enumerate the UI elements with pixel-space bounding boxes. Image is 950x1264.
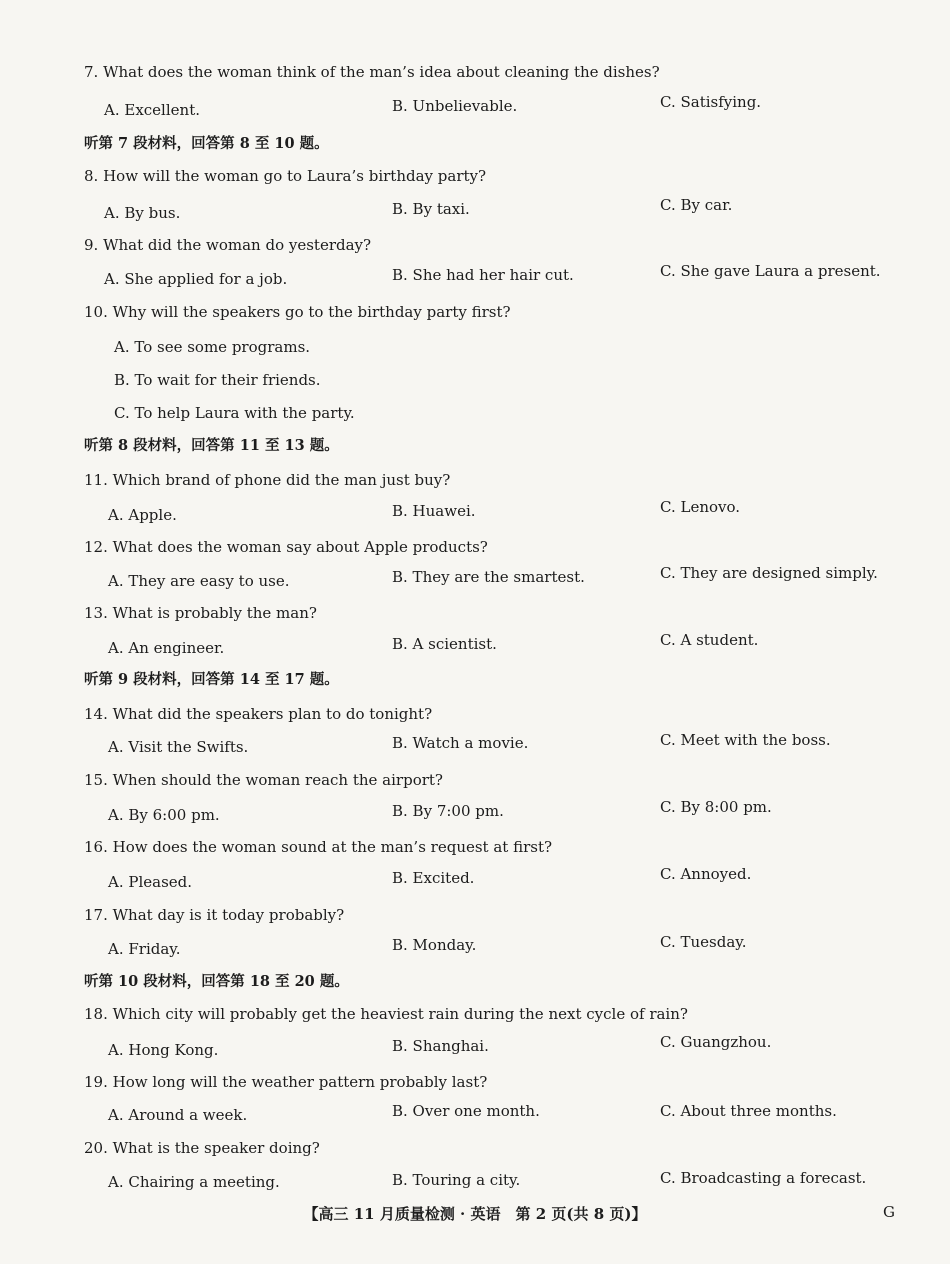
option-9b: B. She had her hair cut.	[392, 266, 574, 284]
option-15c: C. By 8:00 pm.	[660, 798, 772, 816]
option-13b: B. A scientist.	[392, 635, 497, 653]
option-10b: B. To wait for their friends.	[114, 371, 321, 389]
option-11b: B. Huawei.	[392, 502, 476, 520]
option-11a: A. Apple.	[108, 506, 177, 524]
option-7a: A. Excellent.	[104, 101, 200, 119]
option-14c: C. Meet with the boss.	[660, 731, 831, 749]
option-19b: B. Over one month.	[392, 1102, 540, 1120]
option-13c: C. A student.	[660, 631, 759, 649]
question-11: 11. Which brand of phone did the man just buy?	[84, 471, 451, 489]
question-14: 14. What did the speakers plan to do tonight?	[84, 705, 433, 723]
option-11c: C. Lenovo.	[660, 498, 741, 516]
option-19a: A. Around a week.	[108, 1106, 248, 1124]
option-14b: B. Watch a movie.	[392, 734, 529, 752]
section-heading-8: 听第 8 段材料，回答第 11 至 13 题。	[84, 437, 339, 454]
option-18b: B. Shanghai.	[392, 1037, 489, 1055]
page-footer: 【高三 11 月质量检测 · 英语 第 2 页(共 8 页)】	[303, 1205, 647, 1223]
option-12a: A. They are easy to use.	[108, 572, 290, 590]
option-16c: C. Annoyed.	[660, 865, 752, 883]
question-8: 8. How will the woman go to Laura’s birthday party?	[84, 167, 487, 185]
option-12c: C. They are designed simply.	[660, 564, 878, 582]
option-9c: C. She gave Laura a present.	[660, 262, 881, 280]
option-15a: A. By 6:00 pm.	[108, 806, 220, 824]
option-19c: C. About three months.	[660, 1102, 837, 1120]
option-18c: C. Guangzhou.	[660, 1033, 772, 1051]
option-7c: C. Satisfying.	[660, 93, 762, 111]
option-18a: A. Hong Kong.	[108, 1041, 219, 1059]
option-8b: B. By taxi.	[392, 200, 470, 218]
option-9a: A. She applied for a job.	[104, 270, 288, 288]
option-20a: A. Chairing a meeting.	[108, 1173, 280, 1191]
option-14a: A. Visit the Swifts.	[108, 738, 249, 756]
option-17c: C. Tuesday.	[660, 933, 747, 951]
option-20c: C. Broadcasting a forecast.	[660, 1169, 867, 1187]
question-20: 20. What is the speaker doing?	[84, 1139, 320, 1157]
option-10a: A. To see some programs.	[114, 338, 311, 356]
question-19: 19. How long will the weather pattern probably last?	[84, 1073, 488, 1091]
question-9: 9. What did the woman do yesterday?	[84, 236, 372, 254]
section-heading-10: 听第 10 段材料，回答第 18 至 20 题。	[84, 973, 349, 990]
option-17a: A. Friday.	[108, 940, 181, 958]
section-heading-9: 听第 9 段材料，回答第 14 至 17 题。	[84, 671, 339, 688]
question-10: 10. Why will the speakers go to the birthday party first?	[84, 303, 511, 321]
question-18: 18. Which city will probably get the heaviest rain during the next cycle of rain?	[84, 1005, 688, 1023]
option-20b: B. Touring a city.	[392, 1171, 521, 1189]
section-heading-7: 听第 7 段材料，回答第 8 至 10 题。	[84, 135, 329, 152]
paper-code: G	[883, 1203, 895, 1221]
question-12: 12. What does the woman say about Apple products?	[84, 538, 488, 556]
option-16a: A. Pleased.	[108, 873, 193, 891]
option-15b: B. By 7:00 pm.	[392, 802, 504, 820]
option-8c: C. By car.	[660, 196, 733, 214]
option-17b: B. Monday.	[392, 936, 477, 954]
option-8a: A. By bus.	[104, 204, 181, 222]
option-7b: B. Unbelievable.	[392, 97, 518, 115]
question-17: 17. What day is it today probably?	[84, 906, 345, 924]
question-13: 13. What is probably the man?	[84, 604, 317, 622]
question-15: 15. When should the woman reach the airport?	[84, 771, 443, 789]
option-16b: B. Excited.	[392, 869, 475, 887]
option-10c: C. To help Laura with the party.	[114, 404, 355, 422]
question-7: 7. What does the woman think of the man’s idea about cleaning the dishes?	[84, 63, 660, 81]
option-12b: B. They are the smartest.	[392, 568, 585, 586]
question-16: 16. How does the woman sound at the man’s request at first?	[84, 838, 553, 856]
option-13a: A. An engineer.	[108, 639, 225, 657]
